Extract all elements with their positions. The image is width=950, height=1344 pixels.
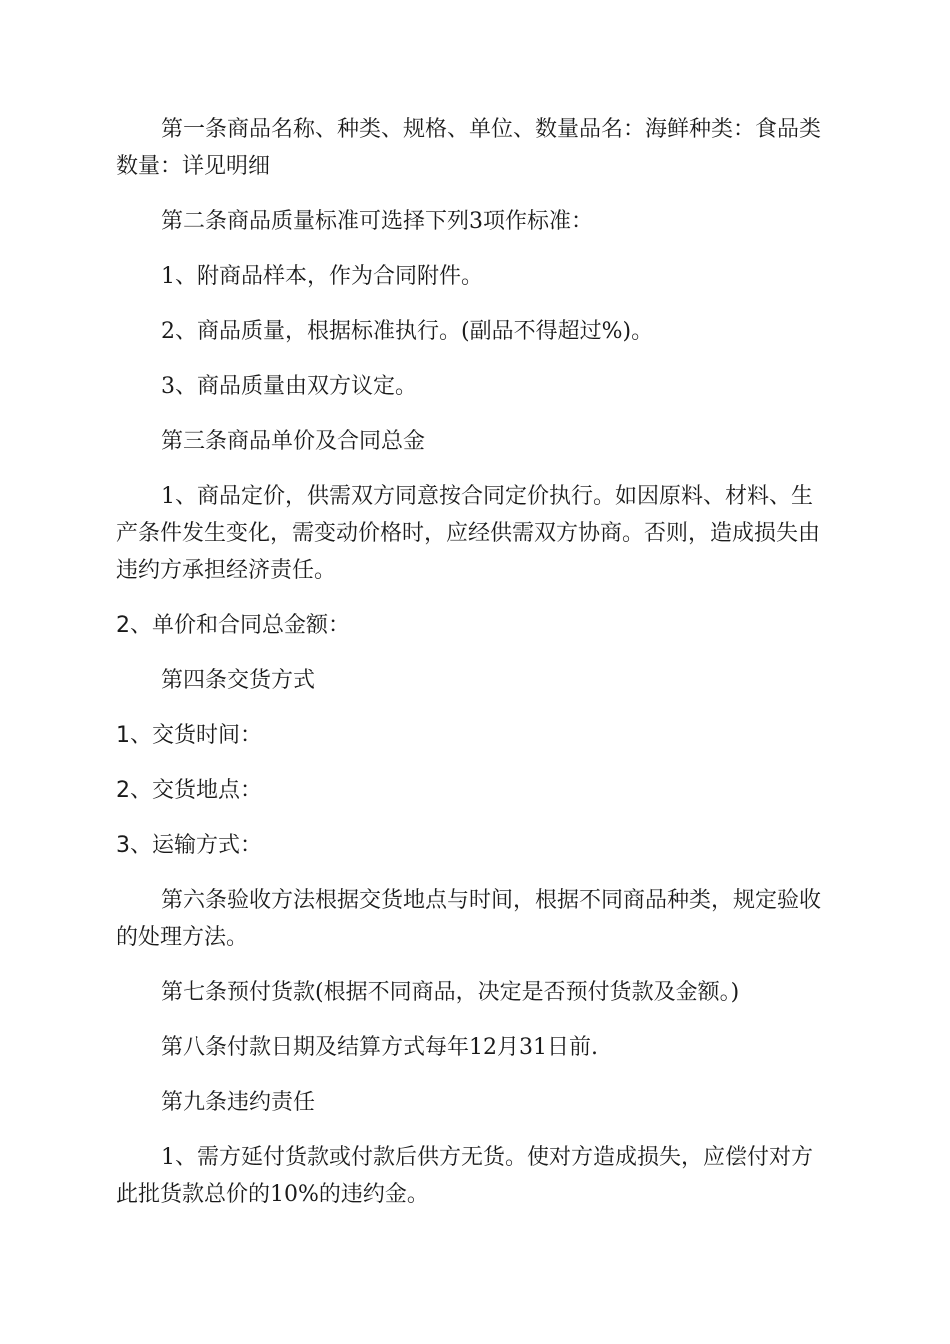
paragraph-item-2: 2、商品质量，根据标准执行。(副品不得超过%)。: [161, 319, 654, 344]
paragraph-article-1: 第一条商品名称、种类、规格、单位、数量品名：海鲜种类：食品类数量：详见明细: [116, 117, 822, 179]
paragraph-article-2: 第二条商品质量标准可选择下列3项作标准：: [161, 209, 593, 234]
paragraph-article-7: 第七条预付货款(根据不同商品，决定是否预付货款及金额。): [161, 980, 740, 1005]
contract-body: [116, 111, 834, 1231]
paragraph-total-amount: 2、单价和合同总金额：: [116, 613, 350, 638]
paragraph-article-4: 第四条交货方式: [161, 668, 316, 693]
paragraph-article-9: 第九条违约责任: [161, 1090, 316, 1115]
paragraph-article-8: 第八条付款日期及结算方式每年12月31日前.: [161, 1035, 598, 1060]
paragraph-item-3: 3、商品质量由双方议定。: [161, 374, 417, 399]
paragraph-penalty: 1、需方延付货款或付款后供方无货。使对方造成损失，应偿付对方此批货款总价的10%的违约金。: [116, 1145, 813, 1207]
paragraph-transport: 3、运输方式：: [116, 833, 262, 858]
paragraph-article-3: 第三条商品单价及合同总金: [161, 429, 426, 454]
paragraph-pricing: 1、商品定价，供需双方同意按合同定价执行。如因原料、材料、生产条件发生变化，需变动价格时，应经供需双方协商。否则，造成损失由违约方承担经济责任。: [116, 484, 821, 583]
paragraph-item-1: 1、附商品样本，作为合同附件。: [161, 264, 483, 289]
paragraph-article-6: 第六条验收方法根据交货地点与时间，根据不同商品种类，规定验收的处理方法。: [116, 888, 822, 950]
paragraph-delivery-time: 1、交货时间：: [116, 723, 262, 748]
paragraph-delivery-place: 2、交货地点：: [116, 778, 262, 803]
